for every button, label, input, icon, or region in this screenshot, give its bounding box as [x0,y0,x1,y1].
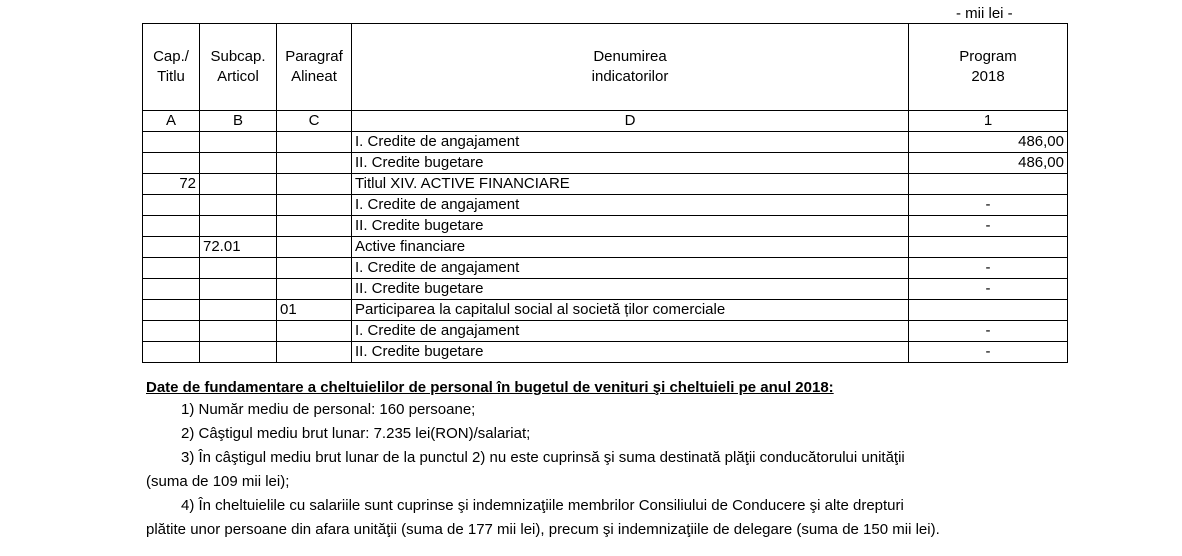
unit-label: - mii lei - [956,5,1013,22]
denumirea-cell: Active financiare [352,237,909,258]
subcap-articol-cell [200,216,277,237]
cap-titlu-cell [143,195,200,216]
table-row [143,237,1068,258]
program-value-cell: - [909,216,1068,237]
header-paragraf-alineat: Paragraf Alineat [277,24,352,111]
program-value-cell: - [909,342,1068,363]
header-row [143,24,1068,111]
paragraf-alineat-cell [277,132,352,153]
subcap-articol-cell [200,279,277,300]
paragraf-alineat-cell [277,216,352,237]
header-program: Program 2018 [909,24,1068,111]
paragraf-alineat-cell [277,321,352,342]
denumirea-cell: II. Credite bugetare [352,153,909,174]
table-row [143,279,1068,300]
denumirea-cell: I. Credite de angajament [352,258,909,279]
cap-titlu-cell [143,300,200,321]
paragraf-alineat-cell: 01 [277,300,352,321]
letter-d: D [352,111,909,132]
header-denumirea: Denumirea indicatorilor [352,24,909,111]
denumirea-cell: II. Credite bugetare [352,279,909,300]
cap-titlu-cell [143,258,200,279]
table-row [143,342,1068,363]
subcap-articol-cell [200,300,277,321]
cap-titlu-cell [143,132,200,153]
notes-title: Date de fundamentare a cheltuielilor de personal în bugetul de venituri şi cheltuieli pe anul 2018: [146,379,834,396]
denumirea-cell: I. Credite de angajament [352,132,909,153]
denumirea-cell: Participarea la capitalul social al societă ților comerciale [352,300,909,321]
table-row [143,216,1068,237]
table-row [143,258,1068,279]
subcap-articol-cell [200,132,277,153]
paragraf-alineat-cell [277,279,352,300]
table-row [143,195,1068,216]
program-value-cell: 486,00 [909,153,1068,174]
program-value-cell: - [909,279,1068,300]
note-item: 1) Număr mediu de personal: 160 persoane; [181,401,476,418]
notes-section [146,378,1106,542]
subcap-articol-cell [200,321,277,342]
denumirea-cell: II. Credite bugetare [352,342,909,363]
column-letters-row [143,111,1068,132]
header-subcap-articol: Subcap. Articol [200,24,277,111]
subcap-articol-cell [200,258,277,279]
note-item-continuation: (suma de 109 mii lei); [146,473,290,490]
note-item-continuation: plătite unor persoane din afara unităţii (suma de 177 mii lei), precum şi indemnizaţiile de delegare (suma de 150 mii lei). [146,521,940,538]
table-body [143,132,1068,363]
letter-1: 1 [909,111,1068,132]
header-cap-titlu: Cap./ Titlu [143,24,200,111]
program-value-cell [909,237,1068,258]
program-value-cell: 486,00 [909,132,1068,153]
letter-c: C [277,111,352,132]
table-row [143,321,1068,342]
paragraf-alineat-cell [277,258,352,279]
cap-titlu-cell [143,237,200,258]
subcap-articol-cell [200,342,277,363]
program-value-cell: - [909,321,1068,342]
program-value-cell [909,300,1068,321]
subcap-articol-cell [200,174,277,195]
letter-a: A [143,111,200,132]
subcap-articol-cell: 72.01 [200,237,277,258]
subcap-articol-cell [200,153,277,174]
subcap-articol-cell [200,195,277,216]
cap-titlu-cell: 72 [143,174,200,195]
table-row [143,153,1068,174]
cap-titlu-cell [143,342,200,363]
paragraf-alineat-cell [277,342,352,363]
program-value-cell: - [909,258,1068,279]
table-row [143,300,1068,321]
table-row [143,132,1068,153]
note-item: 4) În cheltuielile cu salariile sunt cuprinse şi indemnizaţiile membrilor Consiliului de Conducere şi alte drepturi [181,497,904,514]
denumirea-cell: I. Credite de angajament [352,321,909,342]
table-row [143,174,1068,195]
note-item: 3) În câştigul mediu brut lunar de la punctul 2) nu este cuprinsă şi suma destinată plăţii conducătorului unităţii [181,449,905,466]
note-item: 2) Câştigul mediu brut lunar: 7.235 lei(RON)/salariat; [181,425,531,442]
paragraf-alineat-cell [277,237,352,258]
paragraf-alineat-cell [277,153,352,174]
denumirea-cell: Titlul XIV. ACTIVE FINANCIARE [352,174,909,195]
program-value-cell: - [909,195,1068,216]
letter-b: B [200,111,277,132]
paragraf-alineat-cell [277,195,352,216]
cap-titlu-cell [143,216,200,237]
cap-titlu-cell [143,321,200,342]
denumirea-cell: I. Credite de angajament [352,195,909,216]
budget-table [142,23,1068,363]
cap-titlu-cell [143,279,200,300]
paragraf-alineat-cell [277,174,352,195]
program-value-cell [909,174,1068,195]
cap-titlu-cell [143,153,200,174]
denumirea-cell: II. Credite bugetare [352,216,909,237]
